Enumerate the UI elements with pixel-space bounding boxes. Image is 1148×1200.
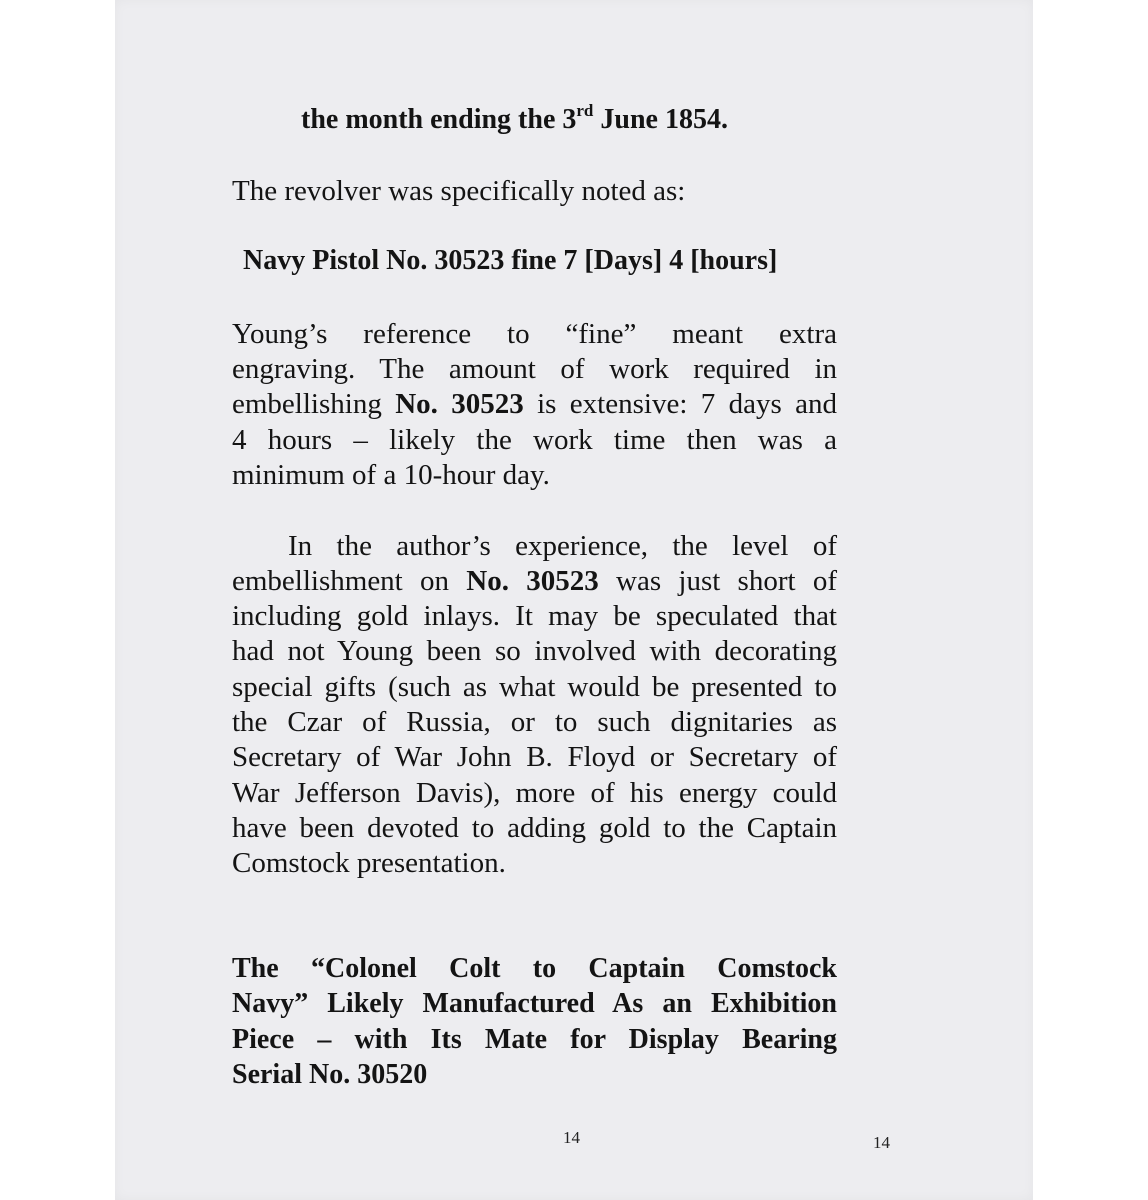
month-heading-superscript: rd (576, 101, 594, 120)
section-heading-line1: The “Colonel Colt to Captain Comstock (232, 953, 837, 984)
paragraph1-line5: minimum of a 10-hour day. (232, 459, 550, 491)
serial-number-bold: No. 30523 (395, 388, 524, 420)
paragraph2-line5: special gifts (such as what would be presented to (232, 671, 837, 703)
paragraph2-line2-post: was just short of (598, 565, 837, 597)
paragraph2-line7: Secretary of War John B. Floyd or Secretary of (232, 741, 837, 773)
section-heading-line4: Serial No. 30520 (232, 1059, 428, 1090)
month-heading (301, 101, 728, 136)
month-heading-prefix: the month ending the 3 (301, 104, 577, 135)
paragraph2-line1: In the author’s experience, the level of (288, 530, 837, 562)
paragraph1-line4: 4 hours – likely the work time then was a (232, 424, 837, 456)
page-number-center: 14 (563, 1128, 580, 1147)
paragraph2-line10: Comstock presentation. (232, 847, 506, 879)
paragraph2-line2-pre: embellishment on (232, 565, 467, 597)
paragraph2-line8: War Jefferson Davis), more of his energy could (232, 777, 837, 809)
paragraph2-line4: had not Young been so involved with decorating (232, 635, 837, 667)
section-heading-line2: Navy” Likely Manufactured As an Exhibition (232, 988, 837, 1019)
paragraph1-line2: engraving. The amount of work required in (232, 353, 837, 385)
paragraph2-line3: including gold inlays. It may be speculated that (232, 600, 837, 632)
paragraph2-line2 (232, 563, 837, 599)
intro-text: The revolver was specifically noted as: (232, 175, 686, 207)
paragraph1-line3-pre: embellishing (232, 388, 396, 420)
paragraph1-line3-post: is extensive: 7 days and (523, 388, 837, 420)
paragraph2-line9: have been devoted to adding gold to the Captain (232, 812, 837, 844)
paragraph1-line3 (232, 386, 837, 422)
ledger-entry: Navy Pistol No. 30523 fine 7 [Days] 4 [hours] (243, 245, 778, 276)
page-number-right: 14 (873, 1133, 890, 1152)
paragraph1-line1: Young’s reference to “fine” meant extra (232, 318, 837, 350)
section-heading-line3: Piece – with Its Mate for Display Bearing (232, 1024, 837, 1055)
serial-number-bold: No. 30523 (466, 565, 599, 597)
paragraph2-line6: the Czar of Russia, or to such dignitaries as (232, 706, 837, 738)
month-heading-suffix: June 1854. (593, 104, 728, 135)
